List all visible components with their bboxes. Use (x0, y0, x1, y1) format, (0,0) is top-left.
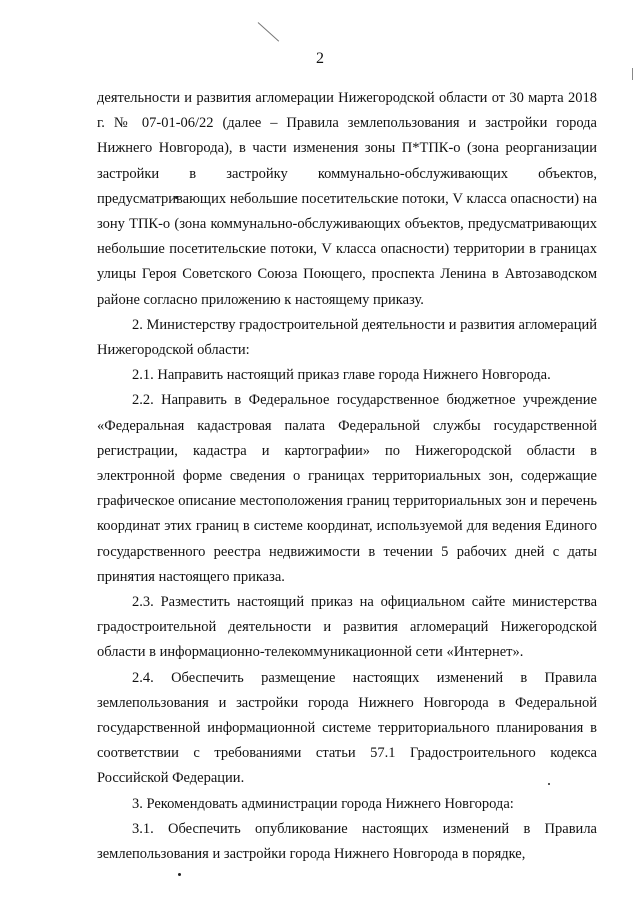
scan-edge-mark (632, 68, 633, 80)
paragraph-item-2: 2. Министерству градостроительной деятельности и развития агломераций Нижегородской области: (97, 316, 597, 359)
paragraph-item-3-1: 3.1. Обеспечить опубликование настоящих изменений в Правила землепользования и застройки города Нижнего Новгорода в порядке, (97, 820, 597, 863)
paragraph-item-2-3: 2.3. Разместить настоящий приказ на официальном сайте министерства градостроительной деятельности и развития агломераций Нижегородской области в информационно-телекоммуникационной сети «Интернет». (97, 594, 597, 661)
scan-stroke-mark (258, 22, 279, 41)
document-body (97, 86, 597, 867)
paragraph-continuation: деятельности и развития агломерации Нижегородской области от 30 марта 2018 г. № 07-01-06/22 (далее – Правила землепользования и застройки города Нижнего Новгорода), в части изменения зоны П*ТПК-о (зона реорганизации застройки в застройку коммунально-обслуживающих объектов, предусматривающих небольшие посетительские потоки, V класса опасности) на зону ТПК-о (зона коммунально-обслуживающих объектов, предусматривающих небольшие посетительские потоки, V класса опасности) территории в границах улицы Героя Советского Союза Поющего, проспекта Ленина в Автозаводском районе согласно приложению к настоящему приказу. (97, 90, 597, 308)
page-number: 2 (316, 50, 324, 67)
paragraph-item-2-2: 2.2. Направить в Федеральное государственное бюджетное учреждение «Федеральная кадастровая палата Федеральной службы государственной регистрации, кадастра и картографии» по Нижегородской области в электронной форме сведения о границах территориальных зон, содержащие графическое описание местоположения границ территориальных зон и перечень координат этих границ в системе координат, используемой для ведения Единого государственного реестра недвижимости в течении 5 рабочих дней с даты принятия настоящего приказа. (97, 392, 597, 585)
paragraph-item-2-4: 2.4. Обеспечить размещение настоящих изменений в Правила землепользования и застройки города Нижнего Новгорода в Федеральной государственной информационной системе территориального планирования в соответствии с требованиями статьи 57.1 Градостроительного кодекса Российской Федерации. (97, 669, 597, 787)
paragraph-item-2-1: 2.1. Направить настоящий приказ главе города Нижнего Новгорода. (132, 367, 551, 384)
scan-dot-mark (178, 873, 181, 876)
paragraph-item-3: 3. Рекомендовать администрации города Нижнего Новгорода: (132, 795, 514, 812)
